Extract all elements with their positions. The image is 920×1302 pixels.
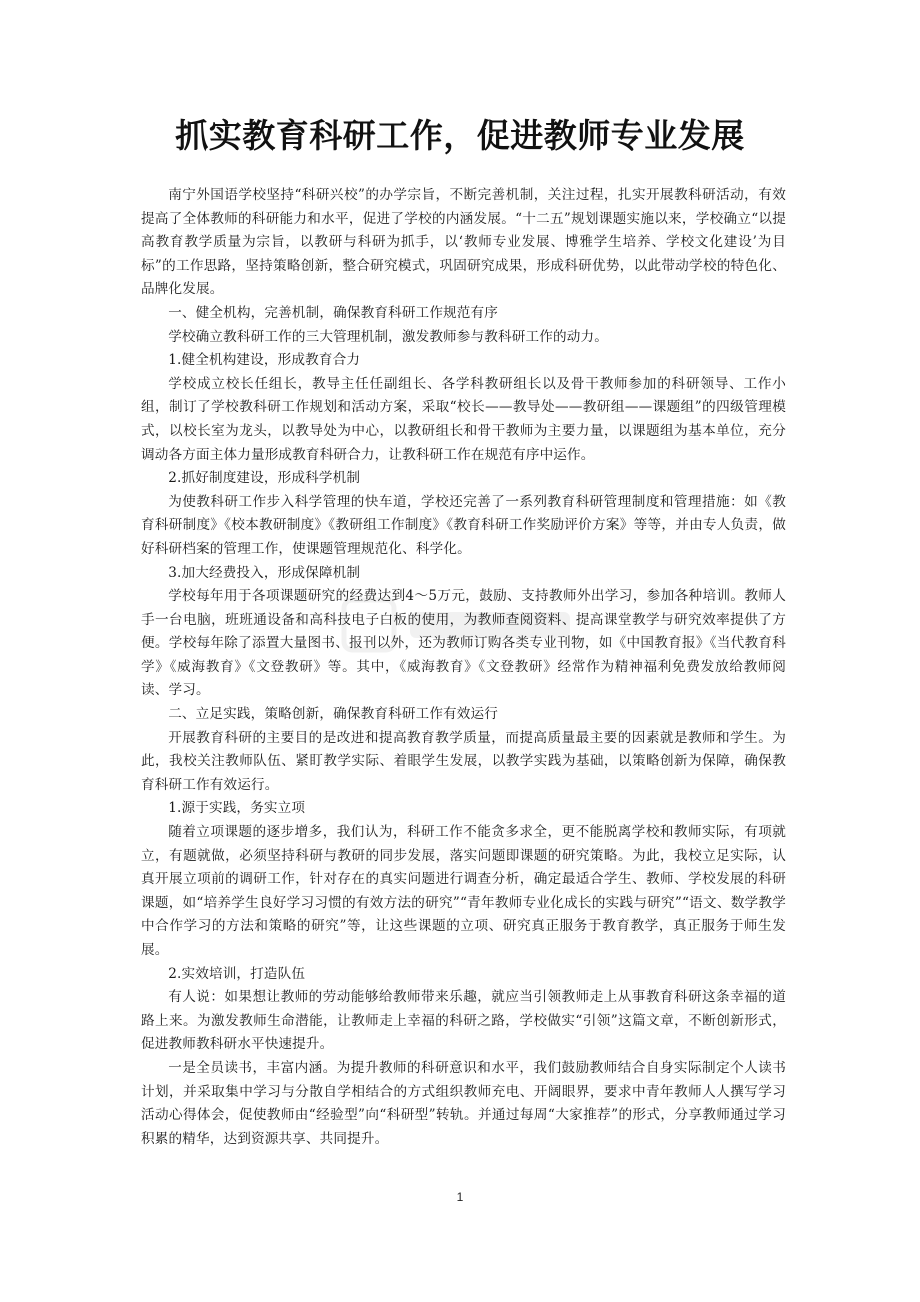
paragraph: 开展教育科研的主要目的是改进和提高教育教学质量，而提高质量最主要的因素就是教师和学生。为此，我校关注教师队伍、紧盯教学实际、着眼学生发展，以教学实践为基础，以策略创新为保障，确保教育科研工作有效运行。	[141, 729, 786, 793]
document-title: 抓实教育科研工作，促进教师专业发展	[175, 116, 745, 155]
paragraph: 有人说：如果想让教师的劳动能够给教师带来乐趣，就应当引领教师走上从事教育科研这条幸福的道路上来。为激发教师生命潜能，让教师走上幸福的科研之路，学校做实“引领”这篇文章，不断创新形式，促进教师教科研水平快速提升。	[141, 989, 786, 1053]
paragraph: 学校每年用于各项课题研究的经费达到4～5万元，鼓励、支持教师外出学习，参加各种培训。教师人手一台电脑，班班通设备和高科技电子白板的使用，为教师查阅资料、提高课堂教学与研究效率提供了方便。学校每年除了添置大量图书、报刊以外，还为教师订购各类专业刊物，如《中国教育报》《当代教育科学》《威海教育》《文登教研》等。其中，《威海教育》《文登教研》经常作为精神福利免费发放给教师阅读、学习。	[141, 588, 786, 699]
paragraph: 随着立项课题的逐步增多，我们认为，科研工作不能贪多求全，更不能脱离学校和教师实际，有项就立，有题就做，必须坚持科研与教研的同步发展，落实问题即课题的研究策略。为此，我校立足实际，认真开展立项前的调研工作，针对存在的真实问题进行调查分析，确定最适合学生、教师、学校发展的科研课题，如“培养学生良好学习习惯的有效方法的研究”“青年教师专业化成长的实践与研究”“语文、数学教学中合作学习的方法和策略的研究”等，让这些课题的立项、研究真正服务于教育教学，真正服务于师生发展。	[141, 824, 786, 958]
document-body	[141, 184, 786, 1151]
paragraph: 学校成立校长任组长，教导主任任副组长、各学科教研组长以及骨干教师参加的科研领导、工作小组，制订了学校教科研工作规划和活动方案，采取“校长——教导处——教研组——课题组”的四级管理模式，以校长室为龙头，以教导处为中心，以教研组长和骨干教师为主要力量，以课题组为基本单位，充分调动各方面主体力量形成教育科研合力，让教科研工作在规范有序中运作。	[141, 375, 786, 463]
paragraph: 一是全员读书，丰富内涵。为提升教师的科研意识和水平，我们鼓励教师结合自身实际制定个人读书计划，并采取集中学习与分散自学相结合的方式组织教师充电、开阔眼界，要求中青年教师人人撰写学习活动心得体会，促使教师由“经验型”向“科研型”转轨。并通过每周“大家推荐”的形式，分享教师通过学习积累的精华，达到资源共享、共同提升。	[141, 1059, 786, 1147]
page-number: 1	[456, 1190, 464, 1204]
subsection-heading-1-1: 1.健全机构建设，形成教育合力	[168, 352, 361, 369]
section-heading-1: 一、健全机构，完善机制，确保教育科研工作规范有序	[168, 304, 499, 321]
paragraph: 学校确立教科研工作的三大管理机制，激发教师参与教科研工作的动力。	[168, 328, 608, 345]
section-heading-2: 二、立足实践，策略创新，确保教育科研工作有效运行	[168, 706, 499, 723]
subsection-heading-1-2: 2.抓好制度建设，形成科学机制	[168, 470, 361, 487]
subsection-heading-1-3: 3.加大经费投入，形成保障机制	[168, 564, 361, 581]
paragraph: 为使教科研工作步入科学管理的快车道，学校还完善了一系列教育科研管理制度和管理措施：如《教育科研制度》《校本教研制度》《教研组工作制度》《教育科研工作奖励评价方案》等等，并由专人负责，做好科研档案的管理工作，使课题管理规范化、科学化。	[141, 493, 786, 557]
subsection-heading-2-1: 1.源于实践，务实立项	[168, 800, 306, 817]
paragraph-intro: 南宁外国语学校坚持“科研兴校”的办学宗旨，不断完善机制，关注过程，扎实开展教科研活动，有效提高了全体教师的科研能力和水平，促进了学校的内涵发展。“十二五”规划课题实施以来，学校确立“以提高教育教学质量为宗旨，以教研与科研为抓手，以‘教师专业发展、博雅学生培养、学校文化建设’为目标”的工作思路，坚持策略创新，整合研究模式，巩固研究成果，形成科研优势，以此带动学校的特色化、品牌化发展。	[141, 187, 786, 298]
subsection-heading-2-2: 2.实效培训，打造队伍	[168, 965, 306, 982]
